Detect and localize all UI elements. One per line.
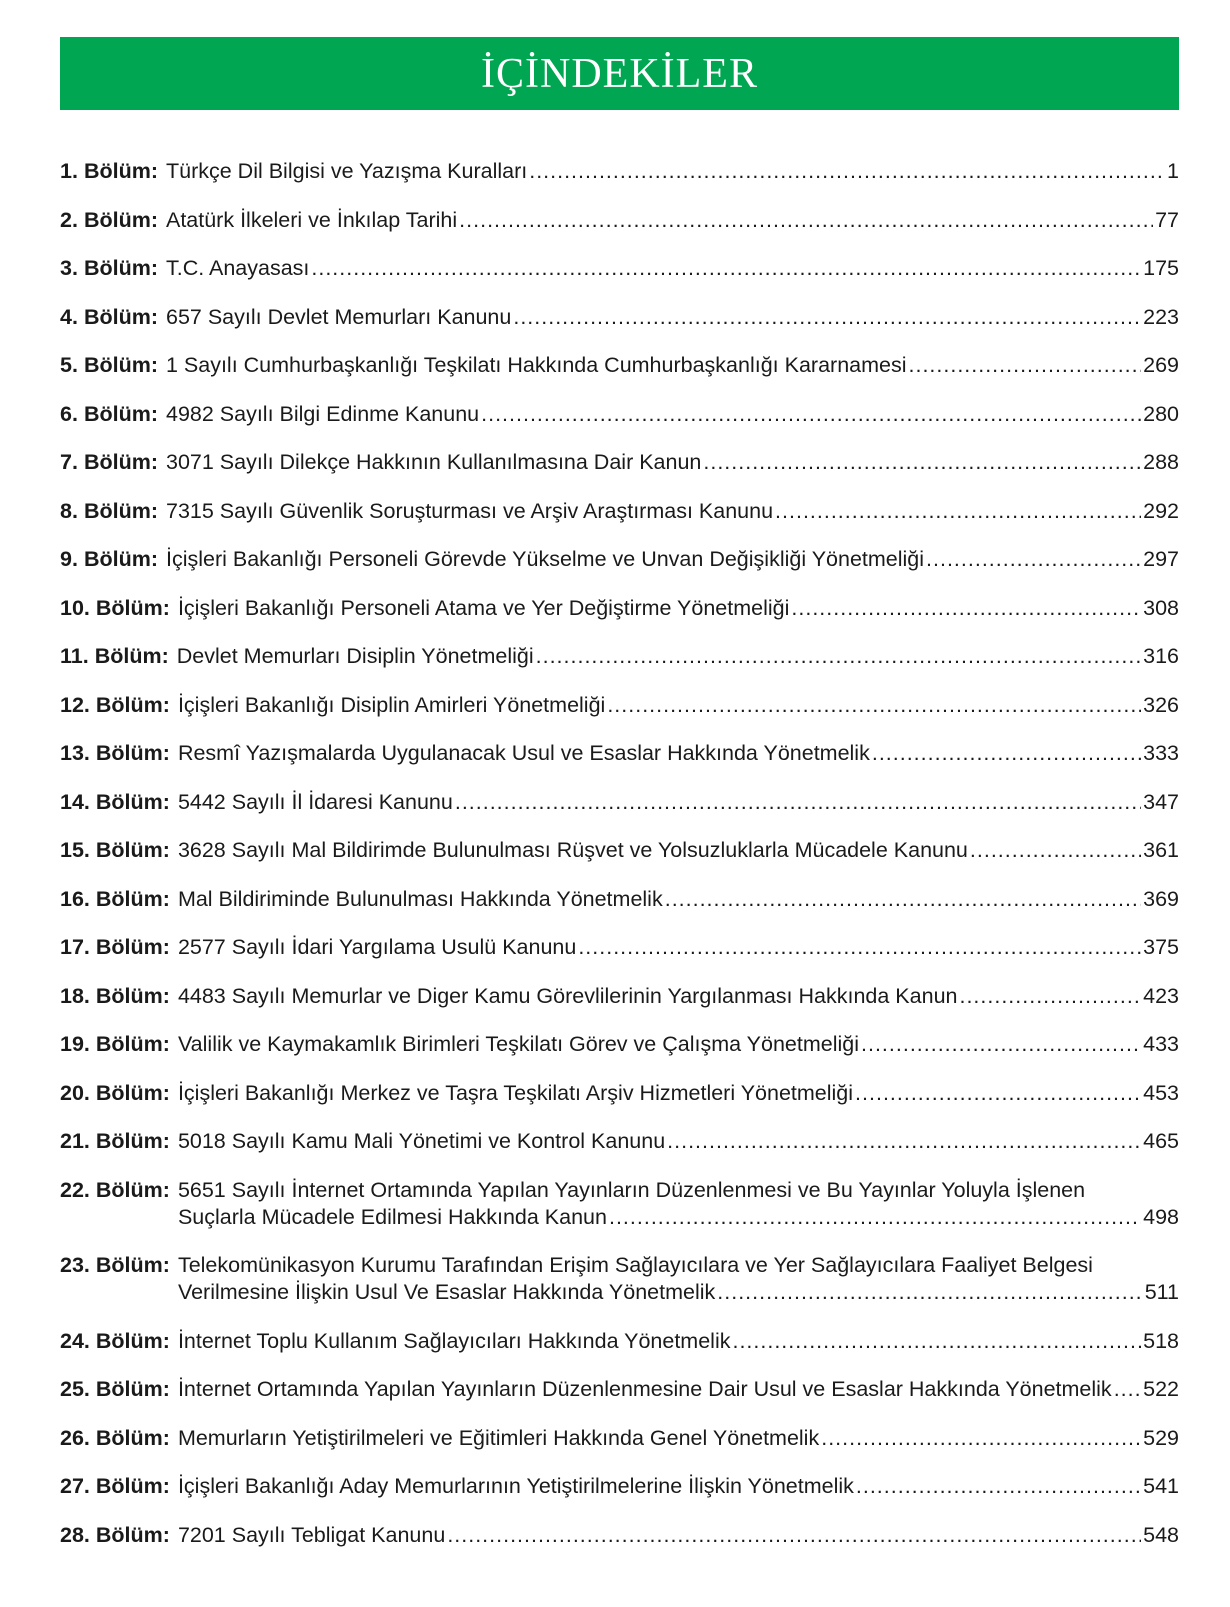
chapter-number: 12. [60, 692, 90, 717]
chapter-title: İçişleri Bakanlığı Merkez ve Taşra Teşkilatı Arşiv Hizmetleri Yönetmeliği [177, 1080, 854, 1105]
chapter-title: Devlet Memurları Disiplin Yönetmeliği [176, 644, 534, 668]
chapter-number: 25. [60, 1377, 90, 1401]
toc-entry-body [177, 643, 1179, 670]
chapter-number: 24. [60, 1328, 90, 1353]
toc-entry[interactable] [60, 1128, 1179, 1155]
toc-line [178, 934, 1179, 961]
page-number: 77 [1155, 207, 1179, 232]
chapter-number: 2. [60, 207, 78, 232]
page-number: 280 [1143, 401, 1179, 426]
page-number: 548 [1143, 1522, 1179, 1547]
toc-entry-body [178, 1252, 1179, 1306]
dot-leader [665, 886, 1141, 913]
page-number: 465 [1143, 1129, 1179, 1153]
page-number: 433 [1143, 1032, 1179, 1056]
toc-entry[interactable] [60, 158, 1179, 185]
dot-leader [447, 1522, 1141, 1549]
dot-leader [909, 352, 1142, 379]
toc-entry-body [178, 740, 1179, 767]
chapter-title: İçişleri Bakanlığı Personeli Atama ve Yer Değiştirme Yönetmeliği [177, 595, 790, 620]
toc-entry-body [178, 789, 1179, 816]
toc-line [178, 837, 1179, 864]
toc-entry-body [178, 1080, 1179, 1107]
toc-line [166, 449, 1179, 476]
toc-entry[interactable] [60, 449, 1179, 476]
toc-entry-body [166, 401, 1179, 428]
page-number: 369 [1143, 886, 1179, 911]
chapter-label: Bölüm: [95, 1253, 170, 1277]
chapter-title: T.C. Anayasası [165, 256, 310, 280]
dot-leader [455, 789, 1141, 816]
toc-entry[interactable] [60, 1080, 1179, 1107]
page-number: 453 [1143, 1080, 1179, 1105]
chapter-label: Bölüm: [95, 935, 170, 959]
dot-leader [607, 692, 1141, 719]
chapter-label: Bölüm: [83, 547, 158, 571]
dot-leader [855, 1080, 1141, 1107]
dot-leader [703, 449, 1141, 476]
chapter-title: 2577 Sayılı İdari Yargılama Usulü Kanunu [177, 935, 577, 959]
toc-entry[interactable] [60, 1522, 1179, 1549]
toc-entry[interactable] [60, 595, 1179, 622]
toc-entry-body [166, 498, 1179, 525]
dot-leader [970, 837, 1141, 864]
dot-leader [311, 255, 1141, 282]
toc-line [178, 740, 1179, 767]
chapter-number: 17. [60, 935, 90, 959]
chapter-title: Atatürk İlkeleri ve İnkılap Tarihi [165, 207, 458, 232]
page-number: 375 [1143, 935, 1179, 959]
page-number: 316 [1143, 644, 1179, 668]
toc-line [178, 789, 1179, 816]
dot-leader [732, 1328, 1141, 1355]
page-title: İÇİNDEKİLER [481, 50, 758, 97]
dot-leader [536, 643, 1142, 670]
dot-leader [667, 1128, 1141, 1155]
toc-entry-body [178, 1128, 1179, 1155]
chapter-number: 26. [60, 1425, 90, 1450]
toc-entry-body [166, 449, 1179, 476]
chapter-label: Bölüm: [83, 353, 158, 377]
toc-entry-body [178, 934, 1179, 961]
chapter-title: Valilik ve Kaymakamlık Birimleri Teşkilatı Görev ve Çalışma Yönetmeliği [177, 1032, 859, 1056]
toc-entry[interactable] [60, 837, 1179, 864]
chapter-title: Suçlarla Mücadele Edilmesi Hakkında Kanun [177, 1204, 607, 1229]
chapter-number: 27. [60, 1474, 90, 1498]
chapter-number: 23. [60, 1253, 90, 1277]
chapter-label: Bölüm: [95, 1328, 170, 1353]
chapter-label: Bölüm: [95, 1177, 170, 1202]
chapter-title: 5018 Sayılı Kamu Mali Yönetimi ve Kontrol Kanunu [177, 1129, 666, 1153]
chapter-number: 20. [60, 1080, 90, 1105]
toc-line [166, 304, 1179, 331]
toc-entry[interactable] [60, 352, 1179, 379]
toc-line [178, 983, 1179, 1010]
chapter-label: Bölüm: [95, 983, 170, 1008]
toc-line [178, 1204, 1179, 1231]
toc-header-bar [60, 37, 1179, 110]
toc-entry[interactable] [60, 498, 1179, 525]
chapter-label: Bölüm: [95, 1080, 170, 1105]
chapter-number: 5. [60, 353, 78, 377]
chapter-number: 28. [60, 1522, 90, 1547]
chapter-number: 7. [60, 450, 78, 474]
chapter-number: 1. [60, 159, 78, 183]
page-number: 297 [1143, 547, 1179, 571]
chapter-number: 21. [60, 1129, 90, 1153]
dot-leader [791, 595, 1141, 622]
toc-entry-body [166, 352, 1179, 379]
toc-entry-body [166, 255, 1179, 282]
chapter-label: Bölüm: [95, 1474, 170, 1498]
toc-entry-body [178, 1473, 1179, 1500]
chapter-title: 4982 Sayılı Bilgi Edinme Kanunu [165, 401, 480, 426]
chapter-title-line1: 5651 Sayılı İnternet Ortamında Yapılan Yayınların Düzenlenmesi ve Bu Yayınlar Yoluyla İşlenen [177, 1177, 1086, 1202]
chapter-number: 6. [60, 401, 78, 426]
chapter-number: 16. [60, 886, 90, 911]
dot-leader [459, 207, 1153, 234]
toc-entry[interactable] [60, 1177, 1179, 1231]
toc-line [166, 498, 1179, 525]
chapter-label: Bölüm: [95, 886, 170, 911]
toc-line [178, 1328, 1179, 1355]
toc-entry-body [178, 595, 1179, 622]
chapter-number: 8. [60, 498, 78, 523]
chapter-label: Bölüm: [83, 207, 158, 232]
toc-entry-body [166, 304, 1179, 331]
dot-leader [821, 1425, 1141, 1452]
chapter-title: İnternet Ortamında Yapılan Yayınların Düzenlenmesine Dair Usul ve Esaslar Hakkında Yönetmelik [177, 1377, 1112, 1401]
chapter-title: Mal Bildiriminde Bulunulması Hakkında Yönetmelik [177, 886, 663, 911]
page-number: 292 [1143, 498, 1179, 523]
page-number: 269 [1143, 353, 1179, 377]
chapter-title: Memurların Yetiştirilmeleri ve Eğitimleri Hakkında Genel Yönetmelik [177, 1425, 820, 1450]
toc-entry[interactable] [60, 1376, 1179, 1403]
chapter-label: Bölüm: [83, 159, 158, 183]
chapter-number: 19. [60, 1032, 90, 1056]
chapter-number: 13. [60, 741, 90, 765]
chapter-title: İnternet Toplu Kullanım Sağlayıcıları Hakkında Yönetmelik [177, 1328, 731, 1353]
dot-leader [529, 158, 1165, 185]
chapter-title-line1: Telekomünikasyon Kurumu Tarafından Erişim Sağlayıcılara ve Yer Sağlayıcılara Faaliyet Belgesi [177, 1253, 1093, 1277]
toc-entry[interactable] [60, 983, 1179, 1010]
toc-entry[interactable] [60, 643, 1179, 670]
chapter-title: Türkçe Dil Bilgisi ve Yazışma Kuralları [165, 159, 528, 183]
chapter-label: Bölüm: [95, 1032, 170, 1056]
toc-line [178, 1425, 1179, 1452]
dot-leader [1114, 1376, 1141, 1403]
toc-line [178, 1031, 1179, 1058]
toc-line [178, 1522, 1179, 1549]
dot-leader [861, 1031, 1141, 1058]
toc-line [166, 255, 1179, 282]
chapter-title: 3071 Sayılı Dilekçe Hakkının Kullanılmasına Dair Kanun [165, 450, 702, 474]
toc-entry[interactable] [60, 546, 1179, 573]
chapter-number: 15. [60, 838, 90, 862]
chapter-title: İçişleri Bakanlığı Disiplin Amirleri Yönetmeliği [177, 692, 606, 717]
dot-leader [856, 1473, 1141, 1500]
toc-entry-body [178, 1177, 1179, 1231]
chapter-number: 11. [60, 644, 89, 668]
chapter-title: İçişleri Bakanlığı Personeli Görevde Yükselme ve Unvan Değişikliği Yönetmeliği [165, 547, 925, 571]
page-number: 522 [1143, 1377, 1179, 1401]
dot-leader [481, 401, 1141, 428]
chapter-title: İçişleri Bakanlığı Aday Memurlarının Yetiştirilmelerine İlişkin Yönetmelik [177, 1474, 854, 1498]
toc-line [178, 886, 1179, 913]
toc-line [166, 207, 1179, 234]
page-number: 1 [1167, 159, 1179, 183]
chapter-label: Bölüm: [83, 256, 158, 280]
chapter-number: 10. [60, 595, 90, 620]
dot-leader [872, 740, 1141, 767]
chapter-title: Verilmesine İlişkin Usul Ve Esaslar Hakkında Yönetmelik [177, 1280, 716, 1304]
dot-leader [926, 546, 1141, 573]
dot-leader [775, 498, 1141, 525]
dot-leader [717, 1279, 1142, 1306]
chapter-label: Bölüm: [95, 741, 170, 765]
page-number: 347 [1143, 789, 1179, 814]
toc-line [166, 401, 1179, 428]
chapter-label: Bölüm: [83, 450, 158, 474]
chapter-label: Bölüm: [95, 692, 170, 717]
chapter-title: 3628 Sayılı Mal Bildirimde Bulunulması Rüşvet ve Yolsuzluklarla Mücadele Kanunu [177, 838, 968, 862]
page-number: 498 [1143, 1204, 1179, 1229]
toc-line [178, 1376, 1179, 1403]
toc-entry[interactable] [60, 255, 1179, 282]
page-number: 175 [1143, 256, 1179, 280]
toc-entry[interactable] [60, 886, 1179, 913]
toc-line [178, 1473, 1179, 1500]
page-number: 308 [1143, 595, 1179, 620]
page-number: 511 [1144, 1280, 1179, 1304]
toc-entry-body [178, 837, 1179, 864]
toc-entry-body [178, 692, 1179, 719]
page-number: 223 [1143, 304, 1179, 329]
toc-entry[interactable] [60, 1425, 1179, 1452]
toc-line [178, 1080, 1179, 1107]
toc-line [178, 595, 1179, 622]
toc-entry-body [166, 158, 1179, 185]
toc-line [178, 692, 1179, 719]
toc-line [166, 352, 1179, 379]
chapter-label: Bölüm: [83, 401, 158, 426]
toc-entry-body [178, 1328, 1179, 1355]
chapter-title: 7315 Sayılı Güvenlik Soruşturması ve Arşiv Araştırması Kanunu [165, 498, 774, 523]
chapter-label: Bölüm: [83, 498, 158, 523]
toc-line [178, 1279, 1179, 1306]
toc-line [166, 546, 1179, 573]
toc-entry[interactable] [60, 1031, 1179, 1058]
toc-entry-body [178, 886, 1179, 913]
dot-leader [609, 1204, 1141, 1231]
dot-leader [513, 304, 1141, 331]
toc-entry-body [178, 1031, 1179, 1058]
toc-entry-body [178, 983, 1179, 1010]
chapter-number: 3. [60, 256, 78, 280]
page-number: 333 [1143, 741, 1179, 765]
chapter-label: Bölüm: [95, 838, 170, 862]
toc-entry[interactable] [60, 207, 1179, 234]
toc-entry[interactable] [60, 1252, 1179, 1306]
toc-line [177, 643, 1179, 670]
toc-entry[interactable] [60, 401, 1179, 428]
toc-line [166, 158, 1179, 185]
toc-entry[interactable] [60, 1328, 1179, 1355]
page-number: 529 [1143, 1425, 1179, 1450]
toc-entry-body [178, 1522, 1179, 1549]
chapter-number: 9. [60, 547, 78, 571]
toc-entry[interactable] [60, 692, 1179, 719]
toc-entry-body [178, 1376, 1179, 1403]
dot-leader [578, 934, 1141, 961]
chapter-number: 18. [60, 983, 90, 1008]
chapter-label: Bölüm: [95, 1522, 170, 1547]
chapter-number: 14. [60, 789, 90, 814]
chapter-title: Resmî Yazışmalarda Uygulanacak Usul ve Esaslar Hakkında Yönetmelik [177, 741, 870, 765]
chapter-title: 1 Sayılı Cumhurbaşkanlığı Teşkilatı Hakkında Cumhurbaşkanlığı Kararnamesi [165, 353, 907, 377]
toc-list [60, 158, 1179, 1570]
page-number: 518 [1143, 1328, 1179, 1353]
chapter-label: Bölüm: [95, 1425, 170, 1450]
chapter-label: Bölüm: [94, 644, 169, 668]
chapter-number: 22. [60, 1177, 90, 1202]
toc-entry-body [178, 1425, 1179, 1452]
toc-line [178, 1128, 1179, 1155]
toc-entry[interactable] [60, 789, 1179, 816]
chapter-label: Bölüm: [95, 1377, 170, 1401]
chapter-label: Bölüm: [95, 595, 170, 620]
page-number: 326 [1143, 692, 1179, 717]
page-number: 288 [1143, 450, 1179, 474]
chapter-label: Bölüm: [95, 789, 170, 814]
toc-entry[interactable] [60, 934, 1179, 961]
chapter-title: 5442 Sayılı İl İdaresi Kanunu [177, 789, 453, 814]
chapter-label: Bölüm: [83, 304, 158, 329]
chapter-title: 657 Sayılı Devlet Memurları Kanunu [165, 304, 512, 329]
page-number: 541 [1143, 1474, 1179, 1498]
chapter-title: 7201 Sayılı Tebligat Kanunu [177, 1522, 446, 1547]
toc-entry-body [166, 207, 1179, 234]
dot-leader [959, 983, 1141, 1010]
toc-entry[interactable] [60, 1473, 1179, 1500]
toc-entry-body [166, 546, 1179, 573]
toc-entry[interactable] [60, 304, 1179, 331]
toc-entry[interactable] [60, 740, 1179, 767]
chapter-title: 4483 Sayılı Memurlar ve Diger Kamu Görevlilerinin Yargılanması Hakkında Kanun [177, 983, 958, 1008]
page-number: 361 [1143, 838, 1179, 862]
chapter-number: 4. [60, 304, 78, 329]
page-number: 423 [1143, 983, 1179, 1008]
chapter-label: Bölüm: [95, 1129, 170, 1153]
